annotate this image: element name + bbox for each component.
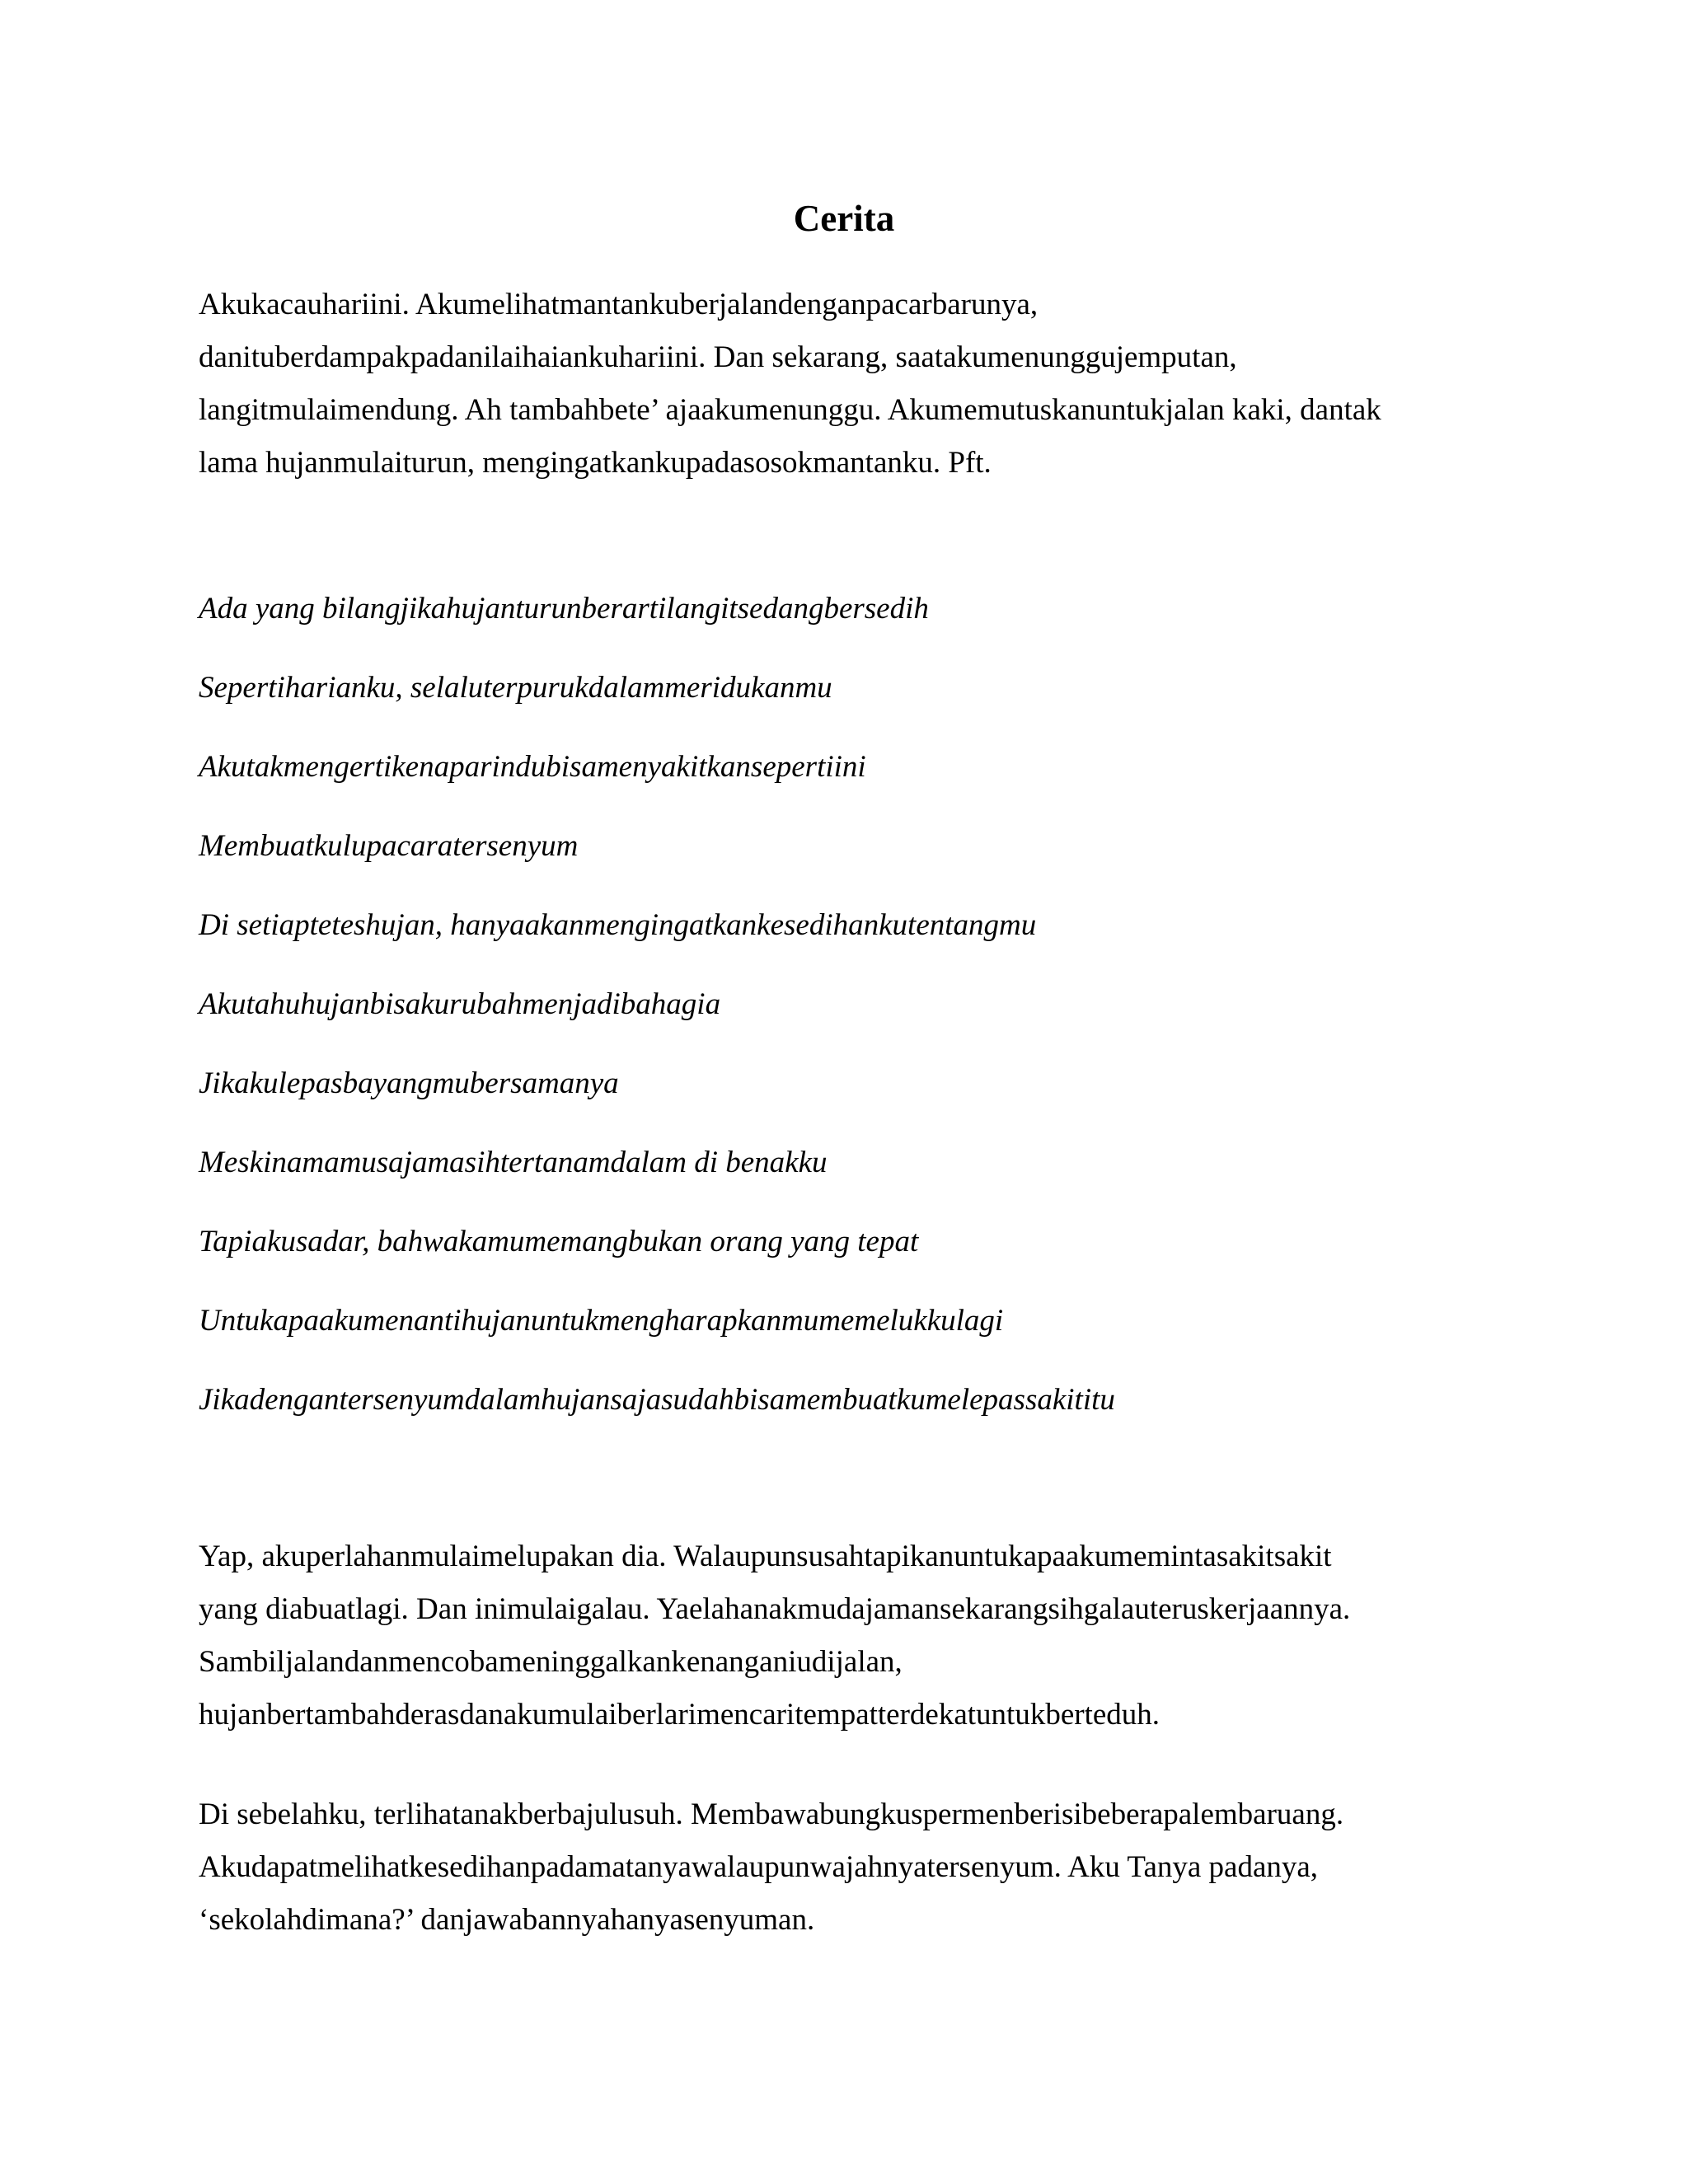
paragraph-line: Akudapatmelihatkesedihanpadamatanyawalaupunwajahnyatersenyum. Aku Tanya padanya, — [199, 1850, 1319, 1884]
paragraph-line: ‘sekolahdimana?’ danjawabannyahanyasenyuman. — [199, 1903, 815, 1937]
paragraph-line: Yap, akuperlahanmulaimelupakan dia. Walaupunsusahtapikanuntukapaakumemintasakitsakit — [199, 1540, 1332, 1573]
poem-line: Untukapaakumenantihujanuntukmengharapkanmumemelukkulagi — [199, 1304, 1004, 1338]
paragraph-line: Di sebelahku, terlihatanakberbajulusuh. Membawabungkuspermenberisibeberapalembaruang. — [199, 1797, 1344, 1831]
poem-line: Akutahuhujanbisakurubahmenjadibahagia — [199, 987, 721, 1021]
paragraph-3 — [199, 1788, 1501, 1947]
paragraph-line: yang diabuatlagi. Dan inimulaigalau. Yaelahanakmudajamansekarangsihgalauteruskerjaannya. — [199, 1592, 1351, 1626]
poem-line: Ada yang bilangjikahujanturunberartilangitsedangbersedih — [199, 592, 929, 626]
poem-line: Akutakmengertikenaparindubisamenyakitkansepertiini — [199, 750, 866, 784]
poem-line: Jikadengantersenyumdalamhujansajasudahbisamembuatkumelepassakititu — [199, 1383, 1115, 1417]
paragraph-line: langitmulaimendung. Ah tambahbete’ ajaakumenunggu. Akumemutuskanuntukjalan kaki, dantak — [199, 393, 1381, 427]
paragraph-line: danituberdampakpadanilaihaiankuhariini. Dan sekarang, saatakumenunggujemputan, — [199, 340, 1237, 374]
poem-line: Jikakulepasbayangmubersamanya — [199, 1066, 619, 1100]
poem-line: Di setiapteteshujan, hanyaakanmengingatkankesedihankutentangmu — [199, 908, 1037, 942]
poem-line: Sepertiharianku, selaluterpurukdalammeridukanmu — [199, 671, 832, 705]
paragraph-line: lama hujanmulaiturun, mengingatkankupadasosokmantanku. Pft. — [199, 446, 992, 480]
poem — [199, 583, 1501, 1453]
paragraph-1 — [199, 279, 1501, 490]
paragraph-2 — [199, 1530, 1501, 1741]
page-title: Cerita — [793, 198, 895, 239]
paragraph-line: Akukacauhariini. Akumelihatmantankuberjalandenganpacarbarunya, — [199, 288, 1039, 321]
paragraph-line: Sambiljalandanmencobameninggalkankenanganiudijalan, — [199, 1645, 903, 1679]
poem-line: Tapiakusadar, bahwakamumemangbukan orang yang tepat — [199, 1225, 919, 1258]
paragraph-line: hujanbertambahderasdanakumulaiberlarimencaritempatterdekatuntukberteduh. — [199, 1698, 1160, 1732]
poem-line: Membuatkulupacaratersenyum — [199, 829, 579, 863]
poem-line: Meskinamamusajamasihtertanamdalam di benakku — [199, 1146, 828, 1179]
